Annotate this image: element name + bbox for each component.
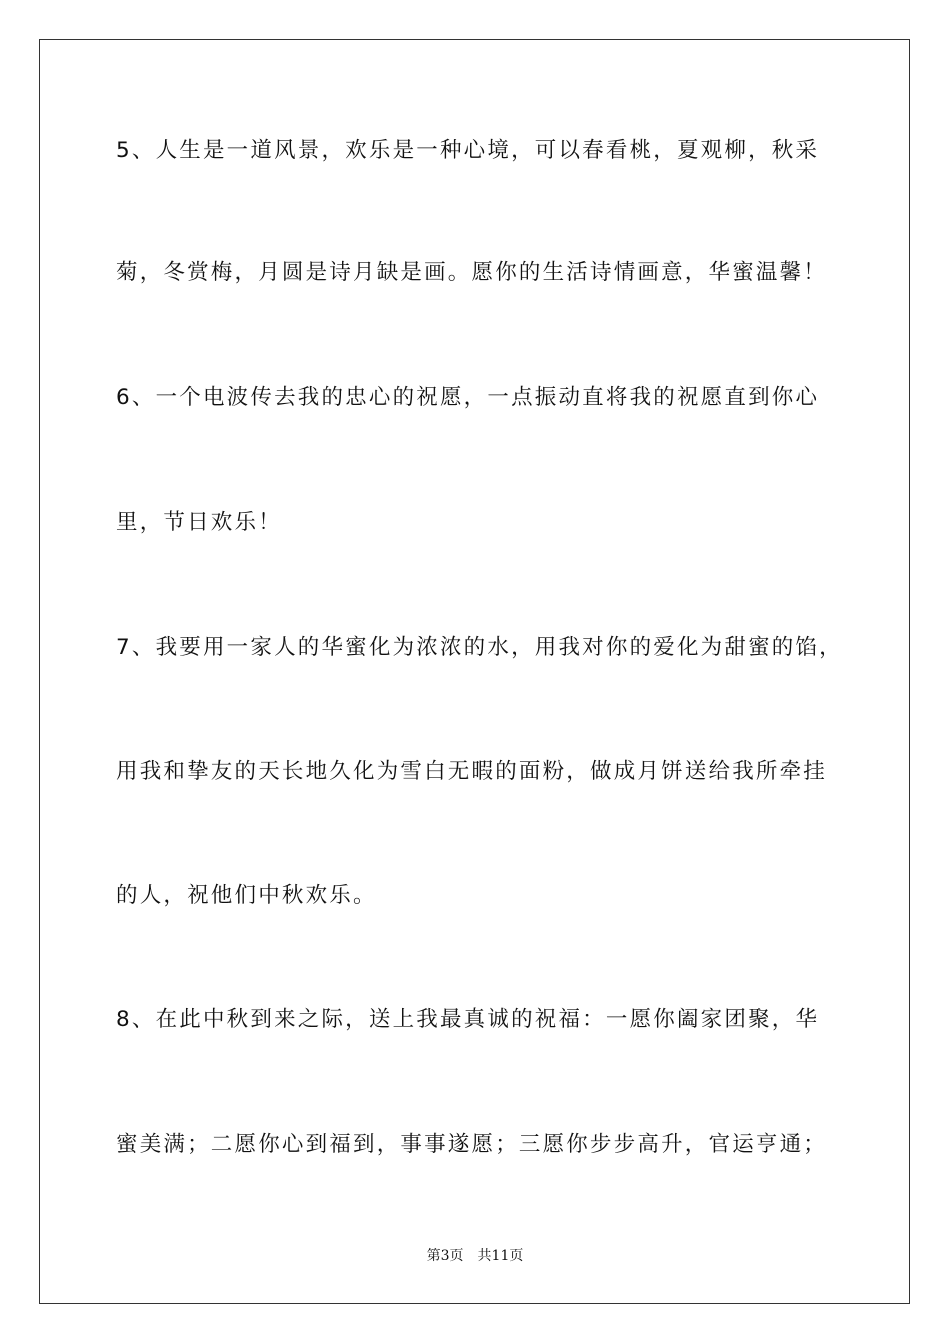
page-number: 第3页 (426, 1248, 464, 1264)
page-footer (0, 1246, 950, 1266)
text-line-6: 用我和挚友的天长地久化为雪白无暇的面粉，做成月饼送给我所牵挂 (116, 759, 828, 784)
text-line-9: 蜜美满；二愿你心到福到，事事遂愿；三愿你步步高升，官运亨通； (116, 1132, 828, 1157)
text-line-2: 菊，冬赏梅，月圆是诗月缺是画。愿你的生活诗情画意，华蜜温馨！ (116, 260, 828, 285)
page-total: 共11页 (477, 1248, 524, 1264)
text-line-5: 7、我要用一家人的华蜜化为浓浓的水，用我对你的爱化为甜蜜的馅， (116, 635, 843, 660)
text-line-7: 的人，祝他们中秋欢乐。 (116, 883, 377, 908)
text-line-1: 5、人生是一道风景，欢乐是一种心境，可以春看桃，夏观柳，秋采 (116, 138, 820, 163)
text-line-8: 8、在此中秋到来之际，送上我最真诚的祝福：一愿你阖家团聚，华 (116, 1007, 820, 1032)
page-frame (39, 39, 910, 1304)
text-line-3: 6、一个电波传去我的忠心的祝愿，一点振动直将我的祝愿直到你心 (116, 385, 820, 410)
text-line-4: 里，节日欢乐！ (116, 510, 282, 535)
